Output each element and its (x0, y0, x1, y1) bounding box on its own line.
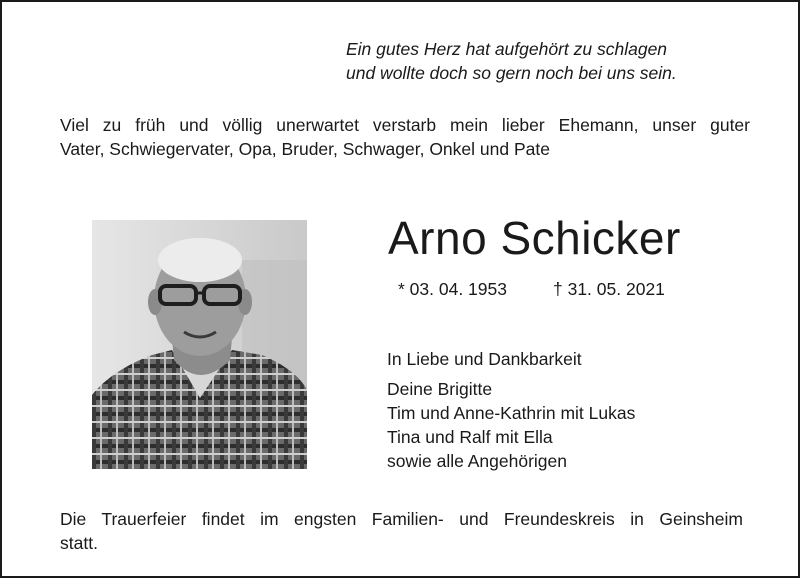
funeral-notice-line-2: statt. (60, 533, 98, 553)
mourner-name: Tina und Ralf mit Ella (387, 427, 553, 447)
portrait-photo (92, 220, 307, 469)
deceased-name: Arno Schicker (388, 212, 681, 264)
poem-line-1: Ein gutes Herz hat aufgehört zu schlagen (346, 39, 668, 59)
intro-line-1: Viel zu früh und völlig unerwartet verstarb mein lieber Ehemann, unser guter (60, 115, 750, 135)
mourners-heading: In Liebe und Dankbarkeit (387, 349, 582, 369)
mourner-name: Deine Brigitte (387, 379, 493, 399)
intro-line-2: Vater, Schwiegervater, Opa, Bruder, Schwager, Onkel und Pate (60, 139, 550, 159)
mourner-name: Tim und Anne-Kathrin mit Lukas (387, 403, 636, 423)
mourners-block (387, 347, 635, 473)
funeral-notice-line-1: Die Trauerfeier findet im engsten Familien- und Freundeskreis in Geinsheim (60, 509, 743, 529)
mourner-name: sowie alle Angehörigen (387, 451, 567, 471)
poem-line-2: und wollte doch so gern noch bei uns sein. (346, 63, 677, 83)
death-date: † 31. 05. 2021 (553, 279, 665, 299)
poem (346, 37, 766, 85)
intro-text (60, 113, 750, 161)
birth-date: * 03. 04. 1953 (398, 279, 507, 299)
funeral-notice (60, 507, 743, 555)
